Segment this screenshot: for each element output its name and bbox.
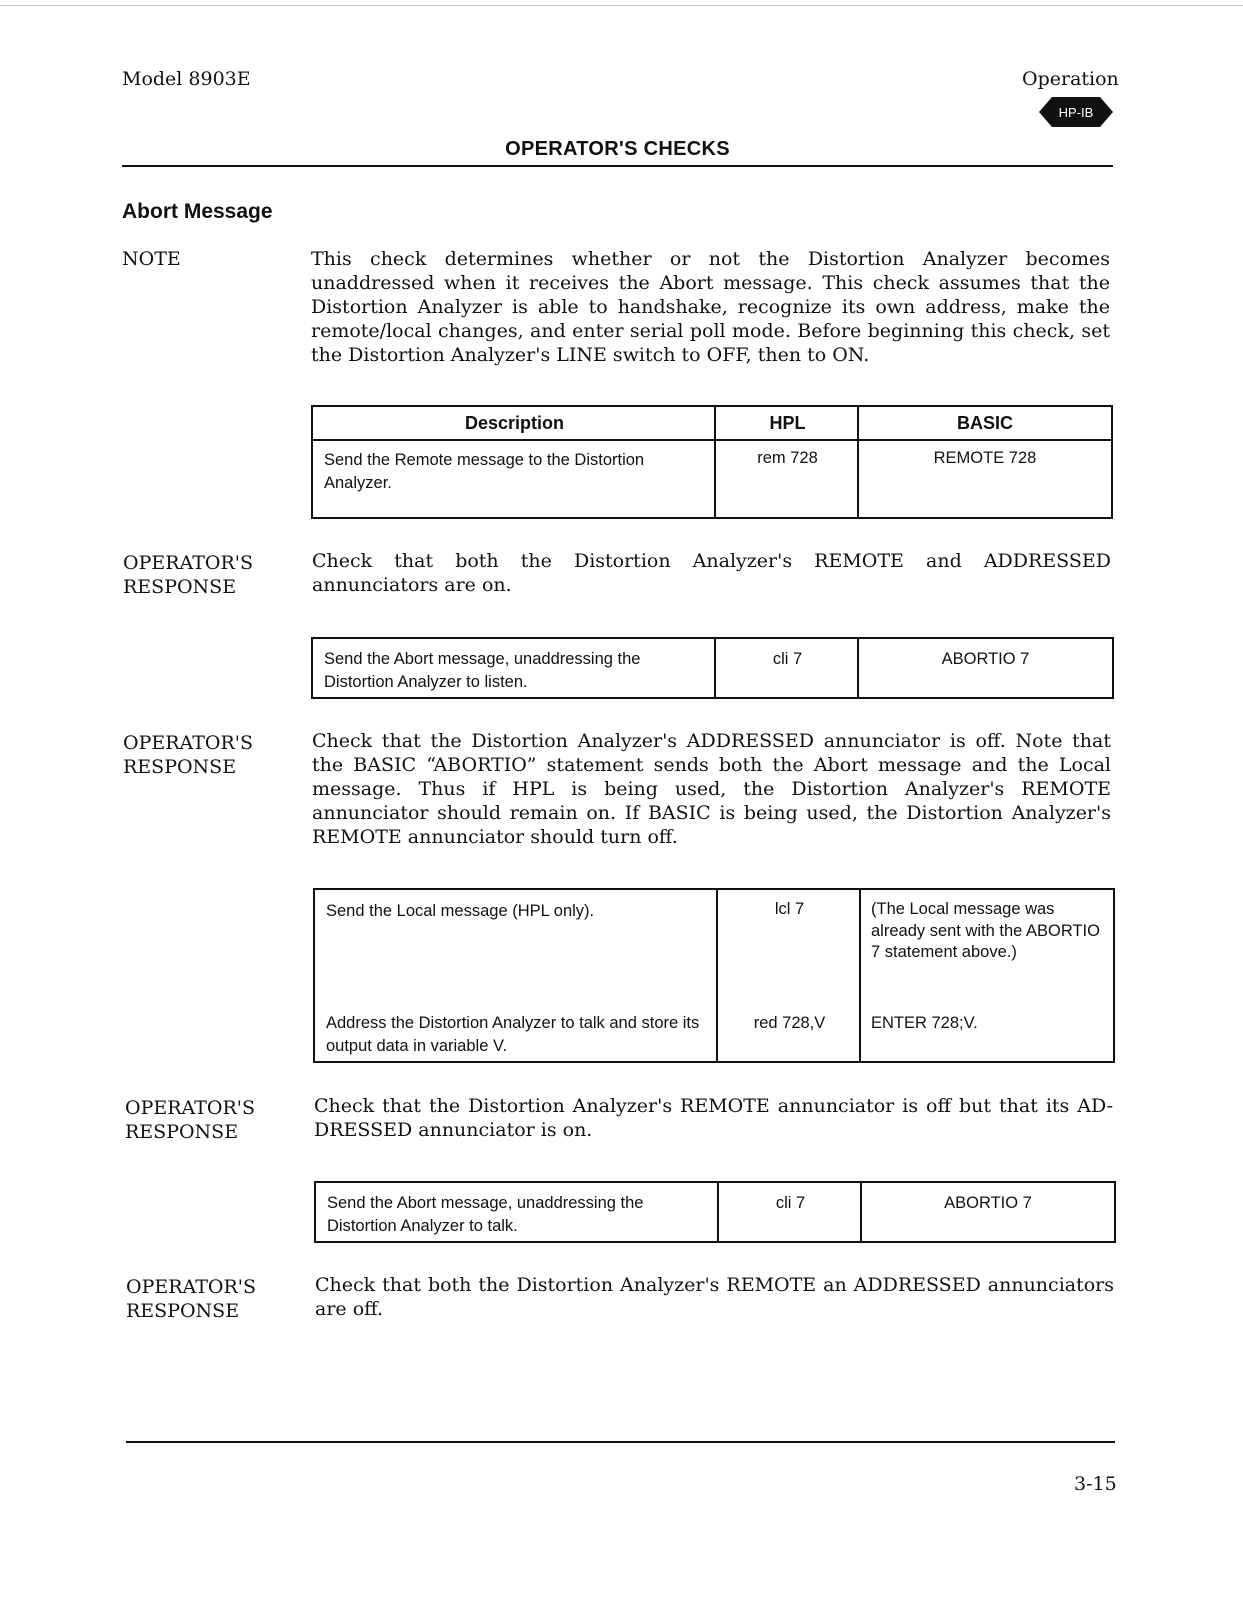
response-1-label: OPERATOR'S RESPONSE <box>123 552 254 598</box>
hp-ib-badge-text: HP-IB <box>1058 105 1094 120</box>
step-1-description: Send the Remote message to the Distortion Analyzer. <box>324 451 645 492</box>
step-3-basic: (The Local message was already sent with the ABORTIO 7 statement above.) <box>871 900 1100 961</box>
step-4-description: Send the Abort message, unaddressing the Distortion Analyzer to talk. <box>327 1194 644 1235</box>
header-description: Description <box>464 413 565 433</box>
step-2-hpl: cli 7 <box>772 650 803 668</box>
page-number: 3-15 <box>1074 1473 1117 1495</box>
response-4-text: Check that both the Distortion Analyzer's REMOTE an ADDRESSED annunciators are off. <box>315 1274 1114 1320</box>
step-3-table <box>313 888 1115 1063</box>
response-1-text: Check that both the Distortion Analyzer's REMOTE and ADDRESSED annunciators are on. <box>312 550 1111 596</box>
model-label: Model 8903E <box>122 68 251 90</box>
step-2-table <box>311 637 1114 699</box>
section-label: Operation <box>1022 68 1119 90</box>
scan-edge-line <box>0 5 1243 6</box>
response-4-label: OPERATOR'S RESPONSE <box>126 1276 257 1322</box>
step-3b-basic: ENTER 728;V. <box>871 1014 978 1032</box>
step-1-hpl: rem 728 <box>757 449 818 467</box>
response-3-label: OPERATOR'S RESPONSE <box>125 1097 256 1143</box>
step-3b-hpl: red 728,V <box>753 1014 826 1032</box>
note-label: NOTE <box>122 248 181 270</box>
step-3-description: Send the Local message (HPL only). <box>326 902 595 920</box>
step-4-table <box>314 1181 1116 1243</box>
step-3-hpl: lcl 7 <box>774 900 805 918</box>
hp-ib-badge-icon <box>1039 95 1113 129</box>
step-4-basic: ABORTIO 7 <box>944 1194 1032 1212</box>
step-3b-description: Address the Distortion Analyzer to talk and store its output data in variable V. <box>326 1014 700 1055</box>
step-4-hpl: cli 7 <box>775 1194 806 1212</box>
response-3-text: Check that the Distortion Analyzer's REMOTE annunciator is off but that its AD-DRESSED annunciator is on. <box>314 1095 1113 1141</box>
footer-rule <box>126 1441 1115 1443</box>
section-heading: Abort Message <box>122 200 273 223</box>
header-hpl: HPL <box>769 413 806 433</box>
response-2-text: Check that the Distortion Analyzer's ADDRESSED annunciator is off. Note that the BASIC “ABORTIO” statement sends both the Abort message and the Local message. Thus if HPL is being used, the Distortion Analyzer's REMOTE annunciator should remain on. If BASIC is being used, the Distortion Analyzer's REMOTE annunciator should turn off. <box>312 730 1111 848</box>
step-1-basic: REMOTE 728 <box>933 449 1037 467</box>
step-2-basic: ABORTIO 7 <box>941 650 1030 668</box>
header-basic: BASIC <box>956 413 1013 433</box>
header-rule <box>122 165 1113 167</box>
step-1-table <box>311 405 1113 519</box>
step-2-description: Send the Abort message, unaddressing the Distortion Analyzer to listen. <box>324 650 641 691</box>
response-2-label: OPERATOR'S RESPONSE <box>123 732 254 778</box>
note-text: This check determines whether or not the Distortion Analyzer becomes unaddressed when it receives the Abort message. This check assumes that the Distortion Analyzer is able to handshake, recognize its own address, make the remote/local changes, and enter serial poll mode. Before beginning this check, set the Distortion Analyzer's LINE switch to OFF, then to ON. <box>311 248 1110 366</box>
page-title: OPERATOR'S CHECKS <box>505 138 730 160</box>
